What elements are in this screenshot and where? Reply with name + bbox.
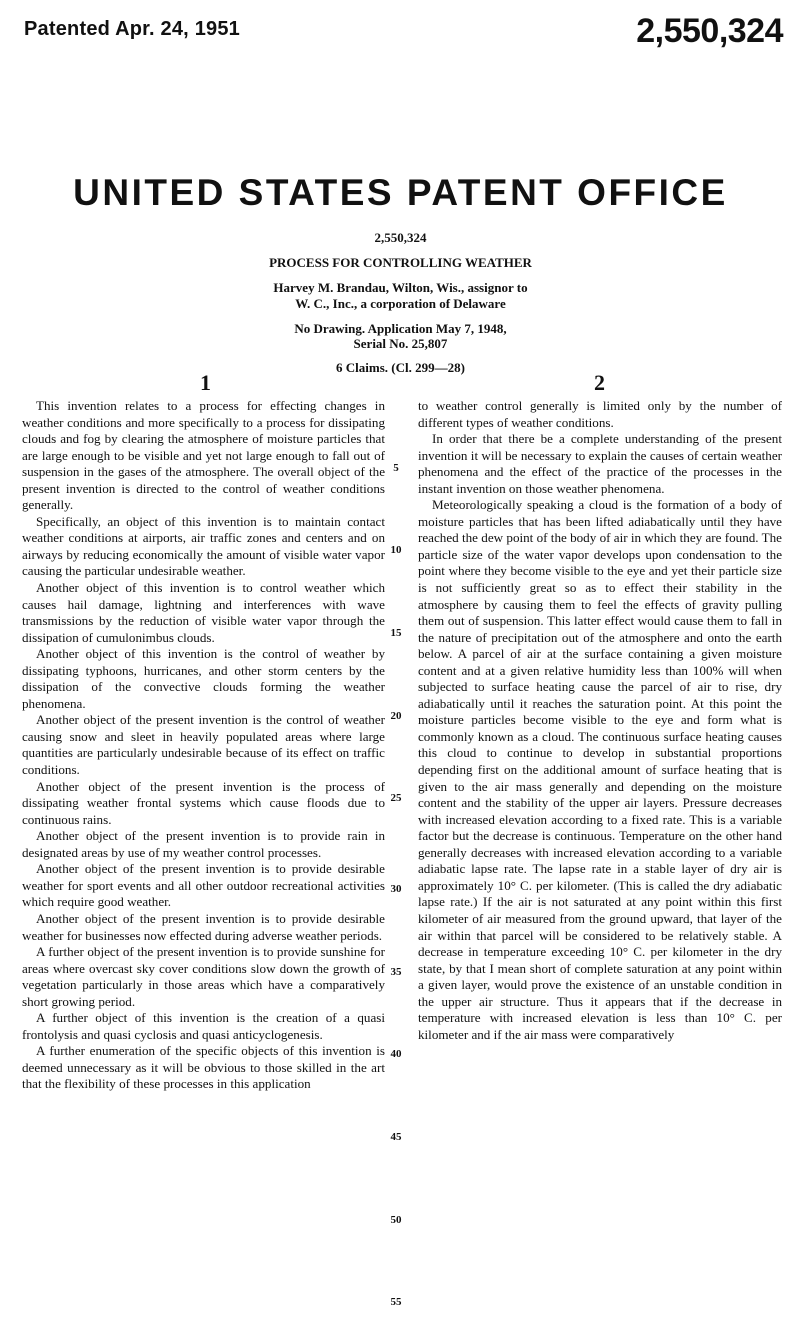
paragraph: In order that there be a complete understanding of the present invention it will be necessary to explain the causes of certain weather phenomena and the effect of the practice of the processes in the instant invention on those weather phenomena. xyxy=(418,431,782,496)
office-title: UNITED STATES PATENT OFFICE xyxy=(73,172,728,213)
paragraph: Another object of the present invention is the process of dissipating weather frontal systems which cause floods due to continuous rains. xyxy=(22,778,385,827)
line-number: 30 xyxy=(390,883,402,895)
paragraph: Specifically, an object of this invention is to maintain contact weather conditions at airports, air traffic zones and centers and on airways by reducing economically the amount of visible water vapor causing the particular undesirable weather. xyxy=(22,513,385,579)
paragraph: A further object of the present invention is to provide sunshine for areas where overcast sky cover conditions slow down the growth of vegetation particularly in those areas which have a comparatively short growing period. xyxy=(22,944,385,1009)
line-number: 35 xyxy=(390,966,402,978)
text-column-1 xyxy=(22,398,385,1093)
paragraph: Another object of the present invention is to provide desirable weather for sport events and all other outdoor recreational activities which require good weather. xyxy=(22,861,385,910)
patent-title: PROCESS FOR CONTROLLING WEATHER xyxy=(269,255,532,270)
application-line-1: No Drawing. Application May 7, 1948, xyxy=(294,321,507,336)
paragraph: A further object of this invention is the creation of a quasi frontolysis and quasi cyclosis and quasi anticyclogenesis. xyxy=(22,1010,385,1042)
line-number: 10 xyxy=(390,544,402,556)
paragraph: A further enumeration of the specific objects of this invention is deemed unnecessary as it will be obvious to those skilled in the art that the flexibility of these processes in this application xyxy=(22,1043,385,1092)
application-line-2: Serial No. 25,807 xyxy=(353,336,448,351)
line-number: 5 xyxy=(393,462,399,474)
patent-number-center: 2,550,324 xyxy=(374,230,427,245)
line-number: 40 xyxy=(390,1048,402,1060)
column-number-1: 1 xyxy=(200,370,211,395)
patent-number-header: 2,550,324 xyxy=(636,12,783,50)
line-number: 25 xyxy=(390,792,402,804)
patent-date-header: Patented Apr. 24, 1951 xyxy=(24,18,240,40)
line-number: 20 xyxy=(390,710,402,722)
paragraph: Meteorologically speaking a cloud is the formation of a body of moisture particles that has been lifted adiabatically until they have reached the dew point of the body of air in which they are found. The particle size of the water vapor develops upon condensation to the point where they become visible to the eye and yet their particle size is not sufficiently great so as to effect their stability in the atmosphere by causing them to feel the effects of gravity pulling them out of suspension. This latter effect would cause them to fall in the nature of precipitation out of the atmosphere and onto the earth below. A parcel of air at the surface containing a given moisture content and at a given relative humidity less than 100% will when subjected to surface heating cause the parcel of air to rise, dry adiabatically until it reaches the saturation point. At this point the moisture particles become visible to the eye and form what is commonly known as a cloud. The continuous surface heating causes this cloud to continue to develop in substantial proportions depending first on the additional amount of surface heating that is given to the air mass generally and depending on the moisture content and the stability of the upper air layers. Pressure decreases with increased elevation according to a fixed rate. This is a variable factor but the decrease is continuous. Temperature on the other hand generally decreases with increased elevation according to a variable adiabatic lapse rate. The lapse rate in a stable layer of dry air is approximately 10° C. per kilometer. (This is called the dry adiabatic lapse rate.) If the air is not saturated at any point within this first kilometer of air measured from the ground upward, that layer of the air within that parcel will be considered to be relatively stable. A decrease in temperature exceeding 10° C. per kilometer in the dry state, by that I mean short of complete saturation at any point within a given layer, would prove the existence of an unstable condition in the upper air structure. Thus it appears that if the decrease in temperature with increased elevation is less than 10° C. per kilometer and if the air mass were comparatively xyxy=(418,497,782,1042)
line-number: 50 xyxy=(390,1214,402,1226)
paragraph: Another object of the present invention is the control of weather causing snow and sleet in heavily populated areas where large quantities are particularly undesirable because of its effect on traffic conditions. xyxy=(22,712,385,778)
paragraph: to weather control generally is limited only by the number of different types of weather conditions. xyxy=(418,398,782,430)
paragraph: Another object of this invention is the control of weather by dissipating typhoons, hurricanes, and other storm centers by the dissipation of the convective clouds forming the weather phenomena. xyxy=(22,646,385,711)
claims-line: 6 Claims. (Cl. 299—28) xyxy=(336,360,465,375)
paragraph: Another object of this invention is to control weather which causes hail damage, lightning and interferences with wave transmissions by the reduction of visible water vapor through the dissipation of cumulonimbus clouds. xyxy=(22,580,385,645)
column-number-2: 2 xyxy=(594,370,605,395)
text-column-2 xyxy=(418,398,782,1043)
paragraph: Another object of the present invention is to provide desirable weather for businesses now effected during adverse weather periods. xyxy=(22,910,385,943)
line-number: 15 xyxy=(390,627,402,639)
paragraph: Another object of the present invention is to provide rain in designated areas by use of my weather control processes. xyxy=(22,828,385,860)
paragraph: This invention relates to a process for effecting changes in weather conditions and more specifically to a process for dissipating clouds and fog by clearing the atmosphere of moisture particles that are large enough to be visible and yet not large enough to fall out of suspension in the gases of the atmosphere. The overall object of the present invention is directed to the control of weather conditions generally. xyxy=(22,398,385,513)
inventor-line-2: W. C., Inc., a corporation of Delaware xyxy=(295,296,506,311)
line-number: 55 xyxy=(390,1296,402,1308)
inventor-line-1: Harvey M. Brandau, Wilton, Wis., assignor to xyxy=(273,280,528,295)
line-number: 45 xyxy=(390,1131,402,1143)
